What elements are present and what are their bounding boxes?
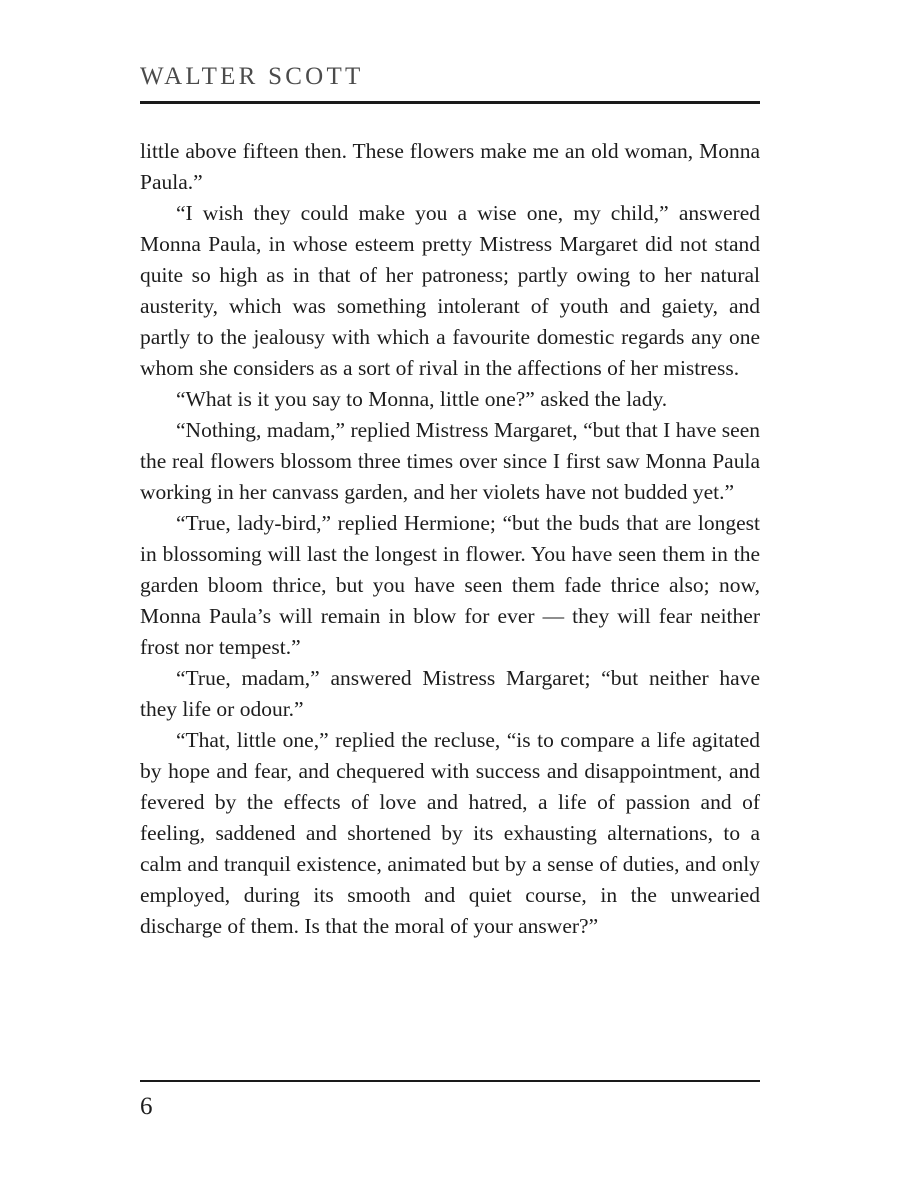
- paragraph: “True, madam,” answered Mistress Margaret; “but neither have they life or odour.”: [140, 666, 760, 721]
- content-column: [140, 0, 760, 1200]
- paragraph: “I wish they could make you a wise one, my child,” answered Monna Paula, in whose esteem pretty Mistress Margaret did not stand quite so high as in that of her patroness; partly owing to her natural austerity, which was something intolerant of youth and gaiety, and partly to the jealousy with which a favourite domestic regards any one whom she considers as a sort of rival in the affections of her mistress.: [140, 201, 760, 380]
- paragraph: “That, little one,” replied the recluse, “is to compare a life agitated by hope and fear, and chequered with success and disappointment, and fevered by the effects of love and hatred, a life of passion and of feeling, saddened and shortened by its exhausting alternations, to a calm and tranquil existence, animated but by a sense of duties, and only employed, during its smooth and quiet course, in the unwearied discharge of them. Is that the moral of your answer?”: [140, 728, 760, 938]
- page-footer: [140, 1080, 760, 1119]
- paragraph: “Nothing, madam,” replied Mistress Margaret, “but that I have seen the real flowers blossom three times over since I first saw Monna Paula working in her canvass garden, and her violets have not budded yet.”: [140, 418, 760, 504]
- paragraph: “What is it you say to Monna, little one?” asked the lady.: [176, 387, 668, 411]
- page-number: 6: [140, 1093, 153, 1120]
- header-rule: [140, 101, 760, 104]
- paragraph: “True, lady-bird,” replied Hermione; “but the buds that are longest in blossoming will last the longest in flower. You have seen them in the garden bloom thrice, but you have seen them fade thrice also; now, Monna Paula’s will remain in blow for ever — they will fear neither frost nor tempest.”: [140, 511, 760, 659]
- author-name: WALTER SCOTT: [140, 63, 364, 90]
- page-body: [140, 136, 760, 942]
- page-header: [140, 64, 760, 104]
- paragraph: little above fifteen then. These flowers make me an old woman, Monna Paula.”: [140, 139, 760, 194]
- footer-rule: [140, 1080, 760, 1082]
